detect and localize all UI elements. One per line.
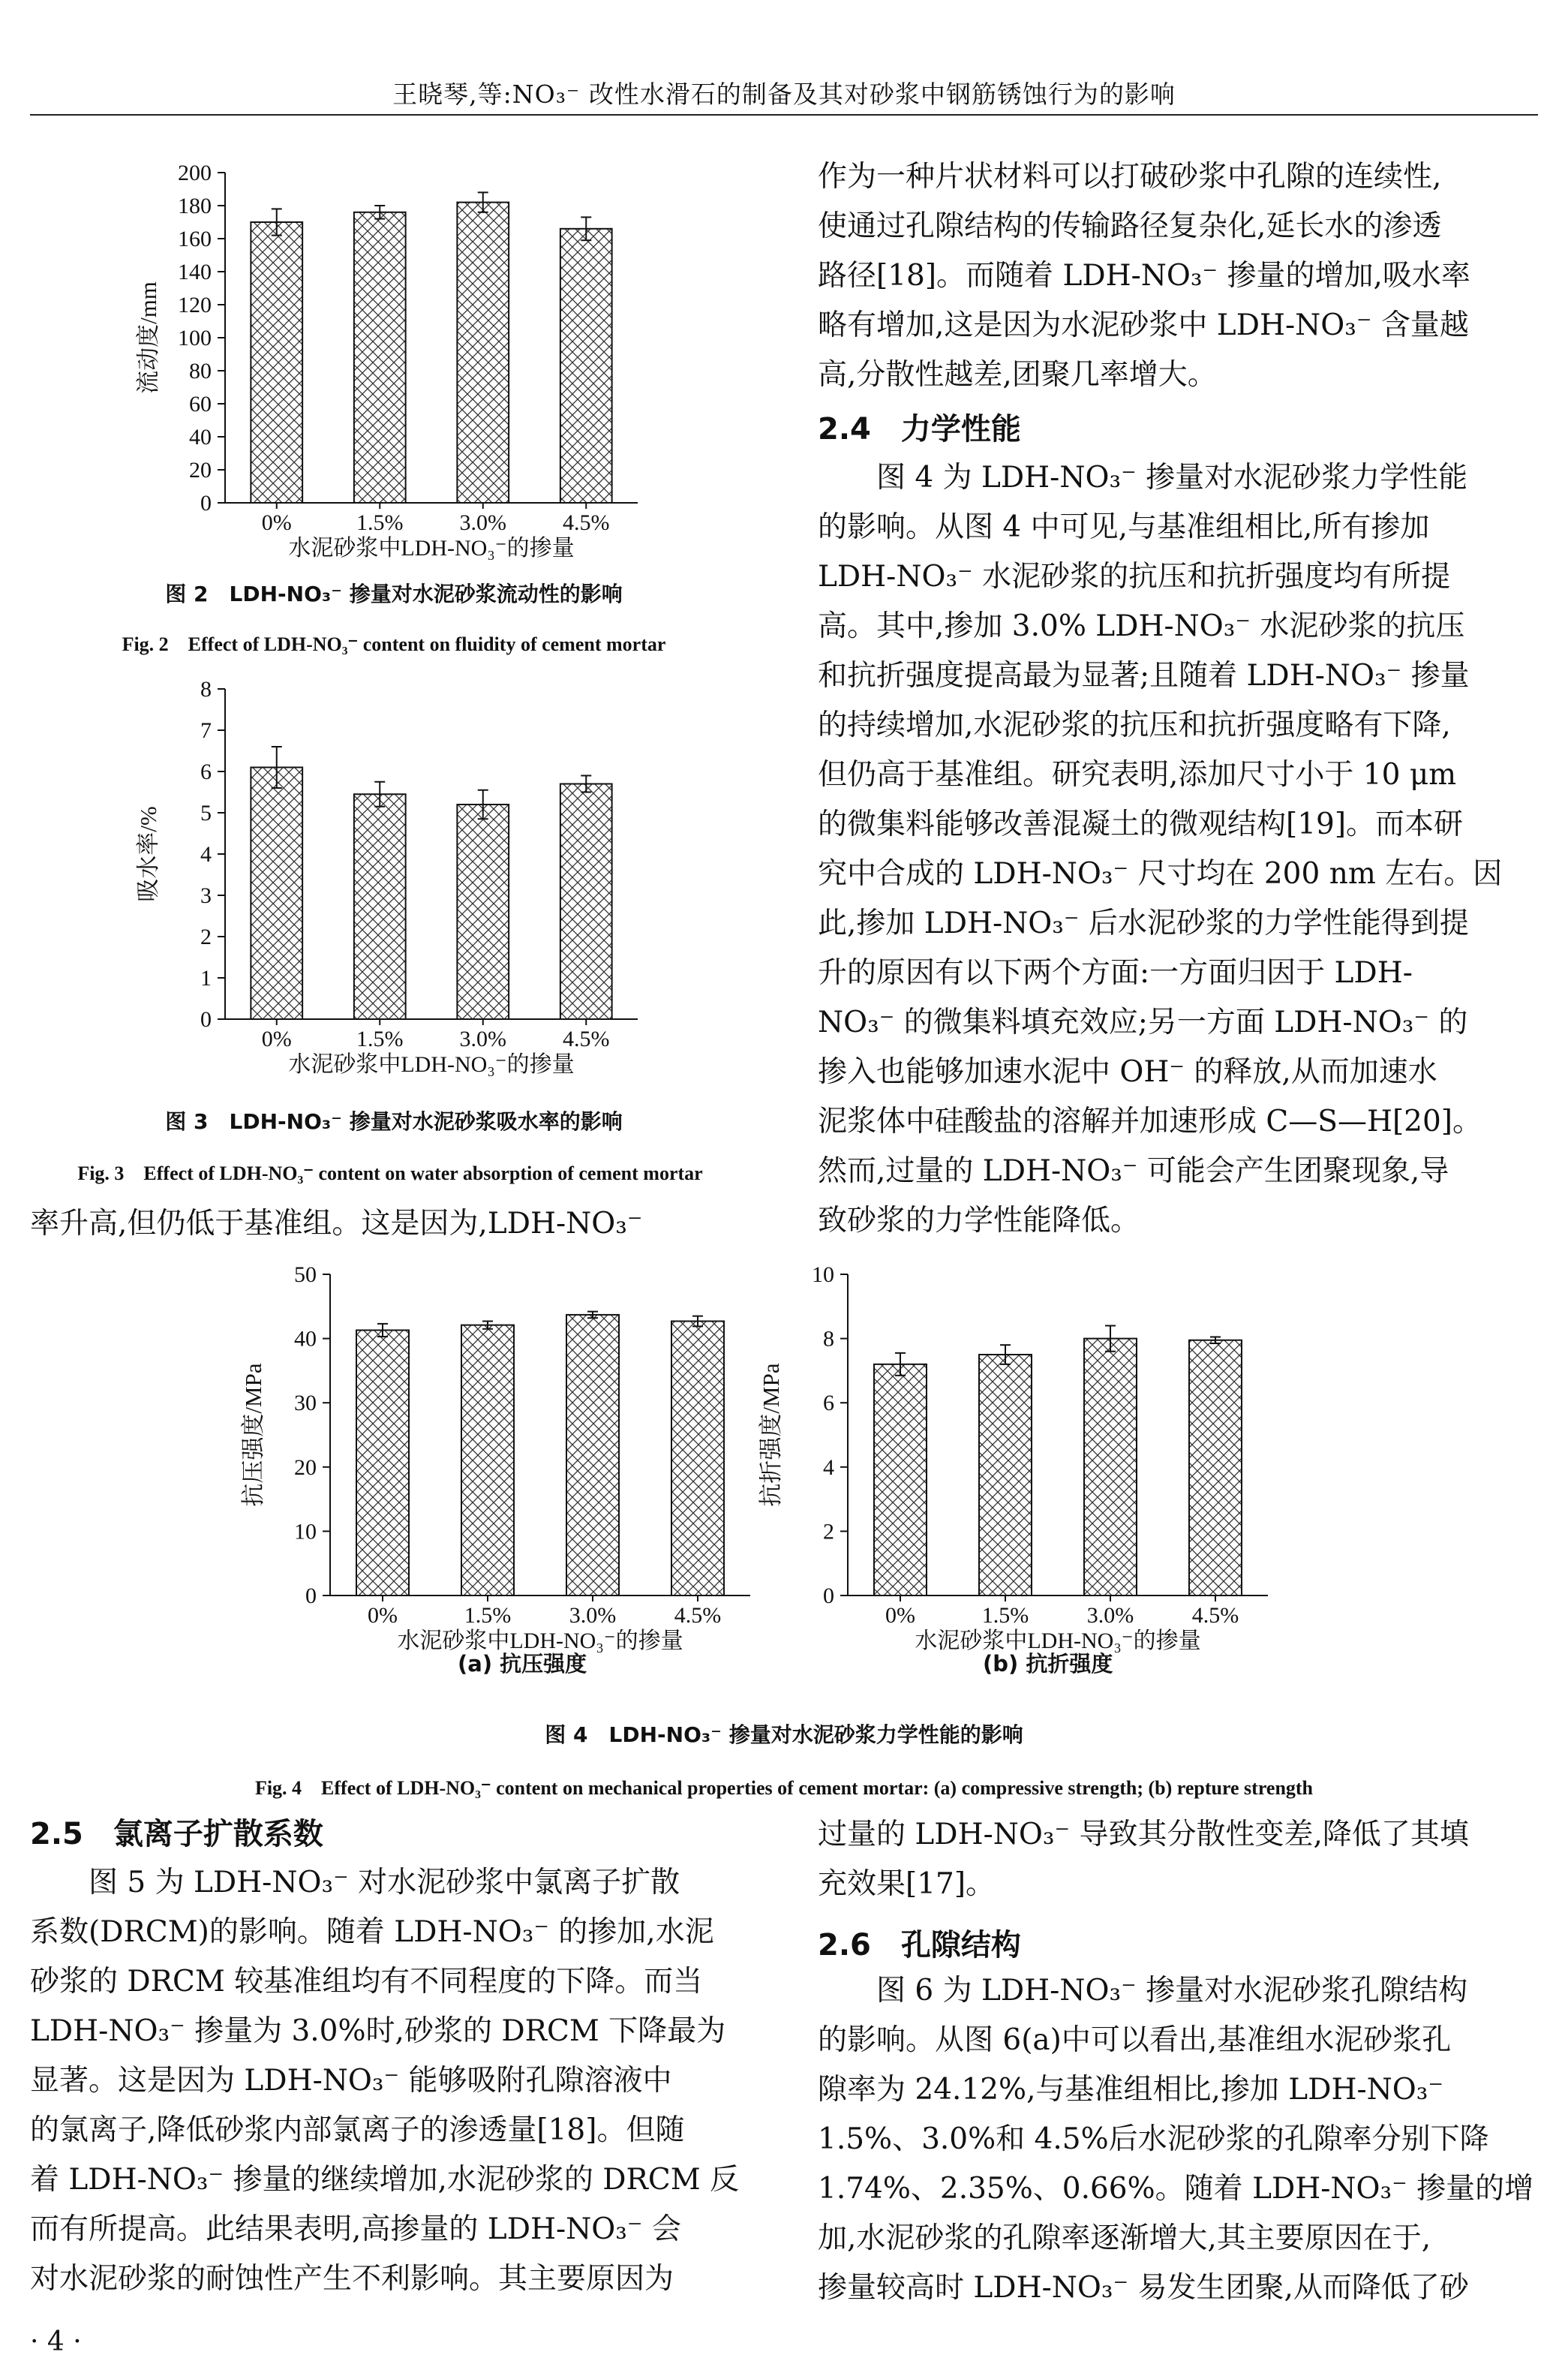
text-line: NO₃⁻ 的微集料填充效应;另一方面 LDH-NO₃⁻ 的 — [818, 1006, 1468, 1039]
bar — [979, 1355, 1032, 1596]
text-line: 的持续增加,水泥砂浆的抗压和抗折强度略有下降, — [818, 708, 1451, 742]
section-2-6-heading: 2.6 孔隙结构 — [818, 1928, 1021, 1962]
text-line: 路径[18]。而随着 LDH-NO₃⁻ 掺量的增加,吸水率 — [818, 259, 1470, 293]
x-tick-label: 0% — [261, 510, 292, 535]
text-line: 过量的 LDH-NO₃⁻ 导致其分散性变差,降低了其填 — [818, 1818, 1469, 1851]
text-line: 隙率为 24.12%,与基准组相比,掺加 LDH-NO₃⁻ — [818, 2073, 1443, 2107]
y-tick-label: 40 — [294, 1326, 317, 1352]
text-line: 高。其中,掺加 3.0% LDH-NO₃⁻ 水泥砂浆的抗压 — [818, 609, 1465, 643]
text-line: 但仍高于基准组。研究表明,添加尺寸小于 10 μm — [818, 758, 1457, 792]
bar — [1084, 1339, 1137, 1596]
y-tick-label: 160 — [178, 227, 212, 251]
right-top-text — [818, 152, 1538, 400]
text-line: 然而,过量的 LDH-NO₃⁻ 可能会产生团聚现象,导 — [818, 1154, 1449, 1188]
fig4-caption-en: Fig. 4 Effect of LDH-NO₃⁻ content on mechanical properties of cement mortar: (a) compressive strength; (b) repture strength — [254, 1777, 1314, 1799]
x-tick-label: 4.5% — [563, 1027, 610, 1051]
right-section-2-6-text — [818, 1966, 1538, 2313]
x-axis-label: 水泥砂浆中LDH-NO₃⁻的掺量 — [397, 1629, 683, 1653]
y-tick-label: 6 — [200, 759, 212, 784]
y-tick-label: 120 — [178, 293, 212, 317]
y-tick-label: 7 — [200, 718, 212, 743]
section-2-4-heading: 2.4 力学性能 — [818, 412, 1021, 447]
y-tick-label: 200 — [178, 161, 212, 185]
y-tick-label: 80 — [189, 359, 212, 383]
y-tick-label: 0 — [305, 1583, 317, 1608]
y-tick-label: 140 — [178, 260, 212, 284]
x-tick-label: 0% — [368, 1603, 398, 1628]
y-axis-label: 流动度/mm — [135, 281, 161, 394]
text-line: 1.74%、2.35%、0.66%。随着 LDH-NO₃⁻ 掺量的增 — [818, 2172, 1534, 2206]
right-bottom-text — [818, 1810, 1538, 1909]
fig4-sub-b: (b) 抗折强度 — [983, 1651, 1113, 1677]
text-line: 究中合成的 LDH-NO₃⁻ 尺寸均在 200 nm 左右。因 — [818, 857, 1503, 891]
text-line: 升的原因有以下两个方面:一方面归因于 LDH- — [818, 956, 1413, 990]
y-tick-label: 10 — [812, 1262, 834, 1287]
x-tick-label: 1.5% — [464, 1603, 512, 1628]
x-tick-label: 3.0% — [459, 1027, 506, 1051]
x-tick-label: 4.5% — [563, 510, 610, 535]
text-line: 使通过孔隙结构的传输路径复杂化,延长水的渗透 — [818, 209, 1442, 243]
x-tick-label: 1.5% — [356, 510, 404, 535]
right-section-2-4-text — [818, 453, 1538, 1246]
text-line: 充效果[17]。 — [818, 1867, 996, 1901]
x-tick-label: 0% — [261, 1027, 292, 1051]
y-tick-label: 4 — [823, 1454, 834, 1480]
text-line: 作为一种片状材料可以打破砂浆中孔隙的连续性, — [818, 160, 1442, 194]
x-tick-label: 3.0% — [1086, 1603, 1134, 1628]
text-line: 加,水泥砂浆的孔隙率逐渐增大,其主要原因在于, — [818, 2221, 1431, 2255]
y-axis-label: 抗折强度/MPa — [758, 1363, 784, 1507]
text-line: 系数(DRCM)的影响。随着 LDH-NO₃⁻ 的掺加,水泥 — [30, 1915, 714, 1949]
text-line: 泥浆体中硅酸盐的溶解并加速形成 C—S—H[20]。 — [818, 1105, 1482, 1138]
text-line: LDH-NO₃⁻ 水泥砂浆的抗压和抗折强度均有所提 — [818, 560, 1451, 594]
text-line: 掺入也能够加速水泥中 OH⁻ 的释放,从而加速水 — [818, 1055, 1437, 1089]
y-tick-label: 60 — [189, 392, 212, 417]
text-line: 率升高,但仍低于基准组。这是因为,LDH-NO₃⁻ — [30, 1207, 643, 1241]
text-line: 和抗折强度提高最为显著;且随着 LDH-NO₃⁻ 掺量 — [818, 659, 1470, 693]
x-tick-label: 0% — [885, 1603, 915, 1628]
fig3-caption-cn: 图 3 LDH-NO₃⁻ 掺量对水泥砂浆吸水率的影响 — [165, 1109, 623, 1134]
text-line: 1.5%、3.0%和 4.5%后水泥砂浆的孔隙率分别下降 — [818, 2122, 1489, 2156]
y-tick-label: 5 — [200, 801, 212, 826]
y-tick-label: 20 — [294, 1454, 317, 1480]
y-tick-label: 40 — [189, 425, 212, 450]
text-line: 显著。这是因为 LDH-NO₃⁻ 能够吸附孔隙溶液中 — [30, 2064, 672, 2098]
text-line: 致砂浆的力学性能降低。 — [818, 1204, 1140, 1238]
text-line: 砂浆的 DRCM 较基准组均有不同程度的下降。而当 — [30, 1965, 703, 1999]
running-header-title: 王晓琴,等:NO₃⁻ 改性水滑石的制备及其对砂浆中钢筋锈蚀行为的影响 — [392, 80, 1176, 109]
text-line: 此,掺加 LDH-NO₃⁻ 后水泥砂浆的力学性能得到提 — [818, 907, 1469, 940]
x-tick-label: 1.5% — [356, 1027, 404, 1051]
fig3-caption-en: Fig. 3 Effect of LDH-NO₃⁻ content on water absorption of cement mortar — [77, 1162, 703, 1184]
text-line: 图 4 为 LDH-NO₃⁻ 掺量对水泥砂浆力学性能 — [876, 461, 1468, 495]
x-axis-label: 水泥砂浆中LDH-NO₃⁻的掺量 — [288, 536, 575, 561]
y-tick-label: 0 — [200, 491, 212, 516]
fig4-sub-a: (a) 抗压强度 — [458, 1651, 587, 1677]
text-line: 高,分散性越差,团聚几率增大。 — [818, 358, 1217, 392]
y-tick-label: 2 — [200, 925, 212, 949]
y-tick-label: 6 — [823, 1391, 834, 1416]
y-tick-label: 180 — [178, 194, 212, 218]
text-line: 对水泥砂浆的耐蚀性产生不利影响。其主要原因为 — [30, 2262, 674, 2296]
y-tick-label: 30 — [294, 1391, 317, 1416]
y-tick-label: 3 — [200, 883, 212, 908]
bar — [874, 1364, 927, 1596]
x-tick-label: 4.5% — [674, 1603, 722, 1628]
y-tick-label: 2 — [823, 1519, 834, 1544]
y-tick-label: 20 — [189, 458, 212, 483]
bar — [1189, 1340, 1242, 1596]
x-axis-label: 水泥砂浆中LDH-NO₃⁻的掺量 — [288, 1052, 575, 1077]
fig2-caption-en: Fig. 2 Effect of LDH-NO₃⁻ content on fluidity of cement mortar — [122, 633, 666, 655]
text-line: 掺量较高时 LDH-NO₃⁻ 易发生团聚,从而降低了砂 — [818, 2271, 1469, 2305]
text-line: 的微集料能够改善混凝土的微观结构[19]。而本研 — [818, 808, 1464, 841]
text-line: 图 5 为 LDH-NO₃⁻ 对水泥砂浆中氯离子扩散 — [89, 1866, 680, 1899]
left-section-2-5-text — [30, 1858, 750, 2304]
text-line: 的氯离子,降低砂浆内部氯离子的渗透量[18]。但随 — [30, 2113, 685, 2147]
y-tick-label: 100 — [178, 326, 212, 350]
fig2-caption-cn: 图 2 LDH-NO₃⁻ 掺量对水泥砂浆流动性的影响 — [165, 582, 623, 606]
y-tick-label: 1 — [200, 966, 212, 991]
x-tick-label: 4.5% — [1191, 1603, 1239, 1628]
section-2-5-heading: 2.5 氯离子扩散系数 — [30, 1817, 323, 1851]
page-number: · 4 · — [30, 2326, 82, 2357]
y-tick-label: 0 — [823, 1583, 834, 1608]
y-tick-label: 8 — [200, 677, 212, 702]
y-tick-label: 4 — [200, 842, 212, 867]
x-tick-label: 1.5% — [981, 1603, 1029, 1628]
y-tick-label: 8 — [823, 1326, 834, 1352]
text-line: LDH-NO₃⁻ 掺量为 3.0%时,砂浆的 DRCM 下降最为 — [30, 2014, 726, 2048]
text-line: 略有增加,这是因为水泥砂浆中 LDH-NO₃⁻ 含量越 — [818, 308, 1469, 342]
text-line: 而有所提高。此结果表明,高掺量的 LDH-NO₃⁻ 会 — [30, 2212, 681, 2246]
fig4-caption-cn: 图 4 LDH-NO₃⁻ 掺量对水泥砂浆力学性能的影响 — [545, 1722, 1023, 1747]
text-line: 图 6 为 LDH-NO₃⁻ 掺量对水泥砂浆孔隙结构 — [876, 1974, 1468, 2008]
text-line: 的影响。从图 4 中可见,与基准组相比,所有掺加 — [818, 510, 1430, 544]
x-tick-label: 3.0% — [569, 1603, 617, 1628]
x-tick-label: 3.0% — [459, 510, 506, 535]
y-tick-label: 0 — [200, 1007, 212, 1032]
text-line: 的影响。从图 6(a)中可以看出,基准组水泥砂浆孔 — [818, 2023, 1452, 2057]
y-tick-label: 50 — [294, 1262, 317, 1287]
text-line: 着 LDH-NO₃⁻ 掺量的继续增加,水泥砂浆的 DRCM 反 — [30, 2163, 740, 2197]
x-axis-label: 水泥砂浆中LDH-NO₃⁻的掺量 — [915, 1629, 1201, 1653]
y-tick-label: 10 — [294, 1519, 317, 1544]
y-axis-label: 抗压强度/MPa — [240, 1363, 266, 1507]
y-axis-label: 吸水率/% — [135, 806, 161, 902]
